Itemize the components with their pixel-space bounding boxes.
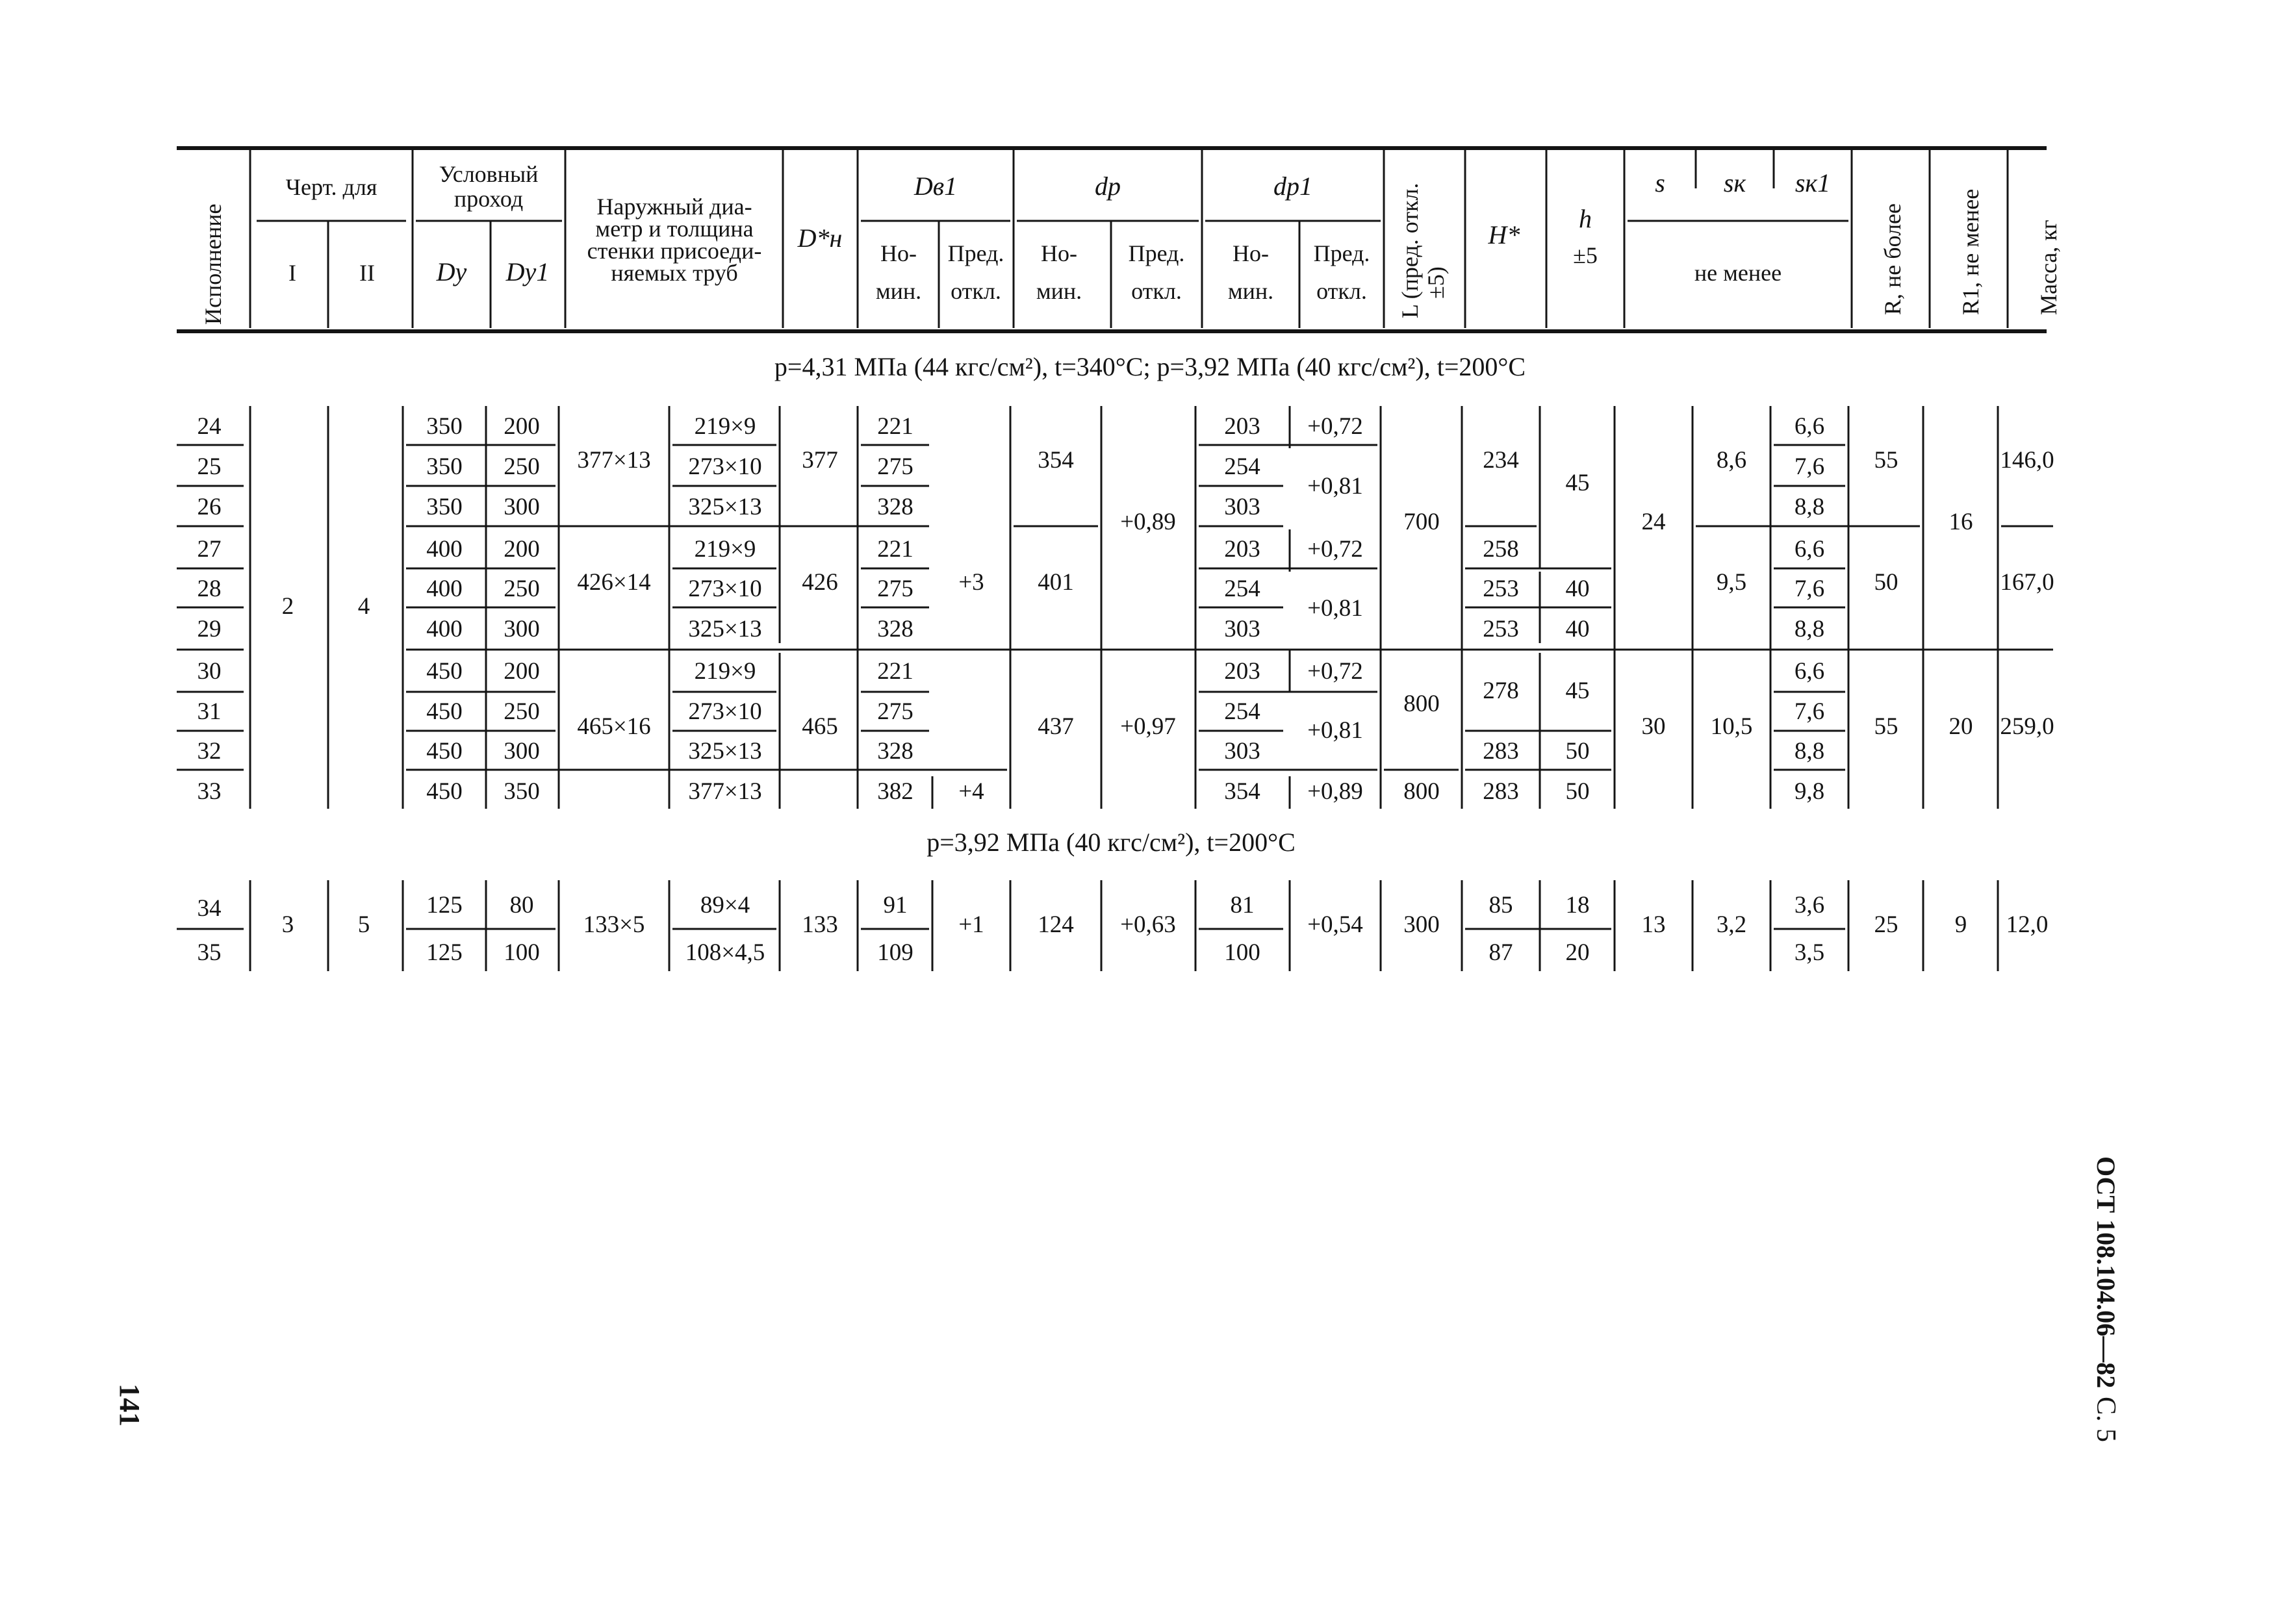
cell-dp1-tol: +0,81 <box>1307 595 1363 622</box>
cell-isp: 29 <box>197 616 222 642</box>
header-h-tol: ±5 <box>1573 242 1598 268</box>
cell-Dy: 450 <box>426 738 463 765</box>
cell-Dv1: 221 <box>877 413 914 440</box>
cell-pipe: 108×4,5 <box>685 939 765 966</box>
cell-Dv1: 109 <box>877 939 914 966</box>
cell-Dn: 377 <box>802 447 838 474</box>
cell-Dy1: 300 <box>504 738 540 765</box>
cell-Dv1-tol: +4 <box>958 778 984 805</box>
cell-sk1: 9,8 <box>1794 778 1825 805</box>
cell-naruzh: 377×13 <box>577 447 651 474</box>
cell-H: 283 <box>1483 778 1519 805</box>
cell-L: 300 <box>1403 911 1440 938</box>
cell-h: 40 <box>1565 616 1590 642</box>
cell-dp1-tol: +0,81 <box>1307 717 1363 744</box>
header-ispolnenie: Исполнение <box>200 203 226 325</box>
header-chert-dlya: Черт. для <box>285 174 377 200</box>
header-sk1: sк1 <box>1795 168 1831 197</box>
cell-Dy: 125 <box>426 939 463 966</box>
header-R: R, не более <box>1880 203 1906 315</box>
cell-chert-II: 5 <box>357 911 370 938</box>
cell-H: 253 <box>1483 576 1519 602</box>
cell-pipe: 325×13 <box>688 616 762 642</box>
header-L-1: L (пред. откл. <box>1397 183 1423 318</box>
cell-dp-tol: +0,89 <box>1120 509 1176 535</box>
cell-isp: 27 <box>197 536 222 563</box>
header-pred-1: Пред. <box>1128 240 1185 266</box>
cell-mass: 259,0 <box>2000 713 2054 740</box>
cell-H: 278 <box>1483 678 1519 704</box>
cell-Dn: 133 <box>802 911 838 938</box>
cell-dp1: 303 <box>1224 494 1260 520</box>
cell-Dy1: 200 <box>504 536 540 563</box>
cell-pipe: 325×13 <box>688 738 762 765</box>
cell-Dy1: 250 <box>504 576 540 602</box>
cell-dp1: 203 <box>1224 658 1260 685</box>
header-nom-1: Но- <box>880 240 917 266</box>
cell-Dy: 350 <box>426 494 463 520</box>
header-prokhod: проход <box>454 186 524 212</box>
cell-pipe: 273×10 <box>688 453 762 480</box>
header-Dv1: Dв1 <box>914 171 958 201</box>
cell-H: 253 <box>1483 616 1519 642</box>
cell-dp: 354 <box>1038 447 1074 474</box>
header-sk: sк <box>1723 168 1746 197</box>
cell-s: 10,5 <box>1710 713 1753 740</box>
cell-sk1: 7,6 <box>1794 453 1825 480</box>
header-naruzh-1: Наружный диа- <box>596 194 752 220</box>
header-uslovny: Условный <box>439 161 539 187</box>
header-pred-1: Пред. <box>1313 240 1370 266</box>
header-pred-2: откл. <box>1316 278 1367 304</box>
cell-pipe: 377×13 <box>688 778 762 805</box>
cell-R: 55 <box>1874 447 1898 474</box>
cell-dp1: 303 <box>1224 738 1260 765</box>
cell-dp1-tol: +0,72 <box>1307 536 1363 563</box>
cell-R: 25 <box>1874 911 1898 938</box>
cell-mass: 146,0 <box>2000 447 2054 474</box>
cell-pipe: 273×10 <box>688 698 762 725</box>
cell-Dy1: 300 <box>504 616 540 642</box>
header-massa: Масса, кг <box>2036 220 2062 315</box>
cell-H: 283 <box>1483 738 1519 765</box>
cell-dp1: 203 <box>1224 413 1260 440</box>
cell-dp1-tol: +0,72 <box>1307 413 1363 440</box>
header-R1: R1, не менее <box>1958 188 1984 315</box>
cell-H: 234 <box>1483 447 1519 474</box>
cell-s-col: 30 <box>1641 713 1666 740</box>
cell-Dy1: 250 <box>504 698 540 725</box>
cell-dp: 401 <box>1038 569 1074 596</box>
cell-R1: 20 <box>1948 713 1973 740</box>
cell-isp: 28 <box>197 576 222 602</box>
cell-dp: 437 <box>1038 713 1074 740</box>
table-grid <box>177 406 2053 971</box>
cell-dp1-tol: +0,72 <box>1307 658 1363 685</box>
cell-Dy1: 200 <box>504 658 540 685</box>
cell-Dy1: 200 <box>504 413 540 440</box>
cell-dp1: 81 <box>1230 892 1255 919</box>
standard-reference: ОСТ 108.104.06—82 <box>2091 1156 2121 1389</box>
cell-isp: 25 <box>197 453 222 480</box>
cell-Dn: 465 <box>802 713 838 740</box>
cell-s: 3,2 <box>1716 911 1747 938</box>
header-dp1: dр1 <box>1273 171 1312 201</box>
cell-pipe: 325×13 <box>688 494 762 520</box>
cell-dp1: 254 <box>1224 698 1260 725</box>
cell-chert-II: 4 <box>357 593 370 620</box>
cell-sk1: 6,6 <box>1794 413 1825 440</box>
cell-isp: 33 <box>197 778 222 805</box>
header-naruzh-3: стенки присоеди- <box>587 238 762 264</box>
cell-s-col: 24 <box>1641 509 1666 535</box>
header-Dn: D*н <box>797 223 843 253</box>
cell-Dv1-tol: +1 <box>958 911 984 938</box>
cell-Dv1: 221 <box>877 658 914 685</box>
cell-dp1-tol: +0,81 <box>1307 473 1363 500</box>
cell-h: 20 <box>1565 939 1590 966</box>
cell-h: 18 <box>1565 892 1590 919</box>
table-header <box>177 148 2062 331</box>
header-ne-menee: не менее <box>1694 260 1782 286</box>
cell-Dy: 350 <box>426 453 463 480</box>
cell-dp1: 303 <box>1224 616 1260 642</box>
cell-isp: 34 <box>197 895 222 922</box>
cell-dp1: 203 <box>1224 536 1260 563</box>
header-nom-2: мин. <box>875 278 922 304</box>
header-s: s <box>1655 168 1665 197</box>
cell-sk1: 3,6 <box>1794 892 1825 919</box>
cell-Dy: 350 <box>426 413 463 440</box>
page-number: 141 <box>114 1384 146 1427</box>
cell-Dv1: 275 <box>877 698 914 725</box>
cell-h: 45 <box>1565 470 1590 496</box>
cell-naruzh: 465×16 <box>577 713 651 740</box>
section-label-1: p=4,31 МПа (44 кгс/см²), t=340°C; p=3,92 МПа (40 кгс/см²), t=200°C <box>774 352 1526 381</box>
cell-dp1-tol: +0,54 <box>1307 911 1363 938</box>
header-nom-2: мин. <box>1036 278 1082 304</box>
cell-Dv1: 328 <box>877 738 914 765</box>
cell-dp1: 254 <box>1224 576 1260 602</box>
cell-dp-tol: +0,63 <box>1120 911 1176 938</box>
cell-dp-tol: +0,97 <box>1120 713 1176 740</box>
cell-H: 258 <box>1483 536 1519 563</box>
header-nom-1: Но- <box>1233 240 1269 266</box>
cell-pipe: 219×9 <box>694 413 756 440</box>
cell-pipe: 273×10 <box>688 576 762 602</box>
cell-Dy: 125 <box>426 892 463 919</box>
cell-sk1: 8,8 <box>1794 494 1825 520</box>
cell-Dv1: 328 <box>877 494 914 520</box>
cell-R1: 16 <box>1948 509 1973 535</box>
cell-mass: 12,0 <box>2006 911 2049 938</box>
header-L-2: ±5) <box>1423 266 1449 299</box>
cell-dp1: 354 <box>1224 778 1260 805</box>
cell-Dy: 400 <box>426 536 463 563</box>
cell-h: 50 <box>1565 738 1590 765</box>
header-nom-1: Но- <box>1041 240 1077 266</box>
cell-isp: 26 <box>197 494 222 520</box>
header-dp: dр <box>1095 171 1121 201</box>
cell-s-col: 13 <box>1641 911 1666 938</box>
page-label: С. 5 <box>2091 1397 2121 1443</box>
header-pred-2: откл. <box>1131 278 1182 304</box>
cell-h: 45 <box>1565 678 1590 704</box>
cell-pipe: 89×4 <box>700 892 750 919</box>
cell-h: 40 <box>1565 576 1590 602</box>
cell-sk1: 6,6 <box>1794 658 1825 685</box>
header-naruzh-2: метр и толщина <box>595 216 754 242</box>
cell-Dy1: 80 <box>509 892 534 919</box>
cell-dp: 124 <box>1038 911 1074 938</box>
cell-Dv1: 328 <box>877 616 914 642</box>
cell-R: 50 <box>1874 569 1898 596</box>
header-chert-I: I <box>288 260 296 286</box>
cell-sk1: 3,5 <box>1794 939 1825 966</box>
header-pred-2: откл. <box>951 278 1001 304</box>
cell-chert-I: 3 <box>281 911 294 938</box>
cell-dp1: 254 <box>1224 453 1260 480</box>
cell-mass: 167,0 <box>2000 569 2054 596</box>
cell-Dy1: 100 <box>504 939 540 966</box>
cell-L: 800 <box>1403 778 1440 805</box>
cell-dp1: 100 <box>1224 939 1260 966</box>
cell-Dn: 426 <box>802 569 838 596</box>
header-nom-2: мин. <box>1227 278 1274 304</box>
header-chert-II: II <box>359 260 375 286</box>
cell-Dy: 400 <box>426 616 463 642</box>
cell-s: 8,6 <box>1716 447 1747 474</box>
header-H: H* <box>1488 220 1520 249</box>
cell-R: 55 <box>1874 713 1898 740</box>
cell-chert-I: 2 <box>281 593 294 620</box>
cell-Dy: 450 <box>426 658 463 685</box>
header-naruzh-4: няемых труб <box>611 260 738 286</box>
cell-Dv1: 275 <box>877 576 914 602</box>
cell-L: 800 <box>1403 691 1440 717</box>
cell-Dy1: 350 <box>504 778 540 805</box>
cell-sk1: 6,6 <box>1794 536 1825 563</box>
cell-dp1-tol: +0,89 <box>1307 778 1363 805</box>
cell-Dy: 450 <box>426 698 463 725</box>
header-h: h <box>1579 204 1592 233</box>
cell-sk1: 7,6 <box>1794 698 1825 725</box>
cell-Dy: 400 <box>426 576 463 602</box>
cell-pipe: 219×9 <box>694 658 756 685</box>
cell-isp: 35 <box>197 939 222 966</box>
cell-H: 85 <box>1488 892 1513 919</box>
section-label-2: p=3,92 МПа (40 кгс/см²), t=200°C <box>926 828 1296 857</box>
header-Dy1: Dу1 <box>505 257 550 286</box>
cell-Dv1: 382 <box>877 778 914 805</box>
cell-Dy1: 250 <box>504 453 540 480</box>
cell-Dv1-tol: +3 <box>958 569 984 596</box>
cell-Dy: 450 <box>426 778 463 805</box>
cell-s: 9,5 <box>1716 569 1747 596</box>
cell-sk1: 7,6 <box>1794 576 1825 602</box>
header-Dy: Dу <box>436 257 467 286</box>
cell-Dv1: 275 <box>877 453 914 480</box>
cell-h: 50 <box>1565 778 1590 805</box>
cell-isp: 24 <box>197 413 222 440</box>
cell-naruzh: 426×14 <box>577 569 651 596</box>
cell-Dy1: 300 <box>504 494 540 520</box>
cell-sk1: 8,8 <box>1794 738 1825 765</box>
cell-pipe: 219×9 <box>694 536 756 563</box>
cell-isp: 32 <box>197 738 222 765</box>
cell-naruzh: 133×5 <box>583 911 645 938</box>
cell-isp: 31 <box>197 698 222 725</box>
cell-R1: 9 <box>1954 911 1967 938</box>
cell-H: 87 <box>1488 939 1513 966</box>
header-pred-1: Пред. <box>947 240 1004 266</box>
cell-L: 700 <box>1403 509 1440 535</box>
cell-Dv1: 91 <box>883 892 908 919</box>
cell-Dv1: 221 <box>877 536 914 563</box>
cell-sk1: 8,8 <box>1794 616 1825 642</box>
merged-cells <box>282 447 2054 966</box>
cell-isp: 30 <box>197 658 222 685</box>
